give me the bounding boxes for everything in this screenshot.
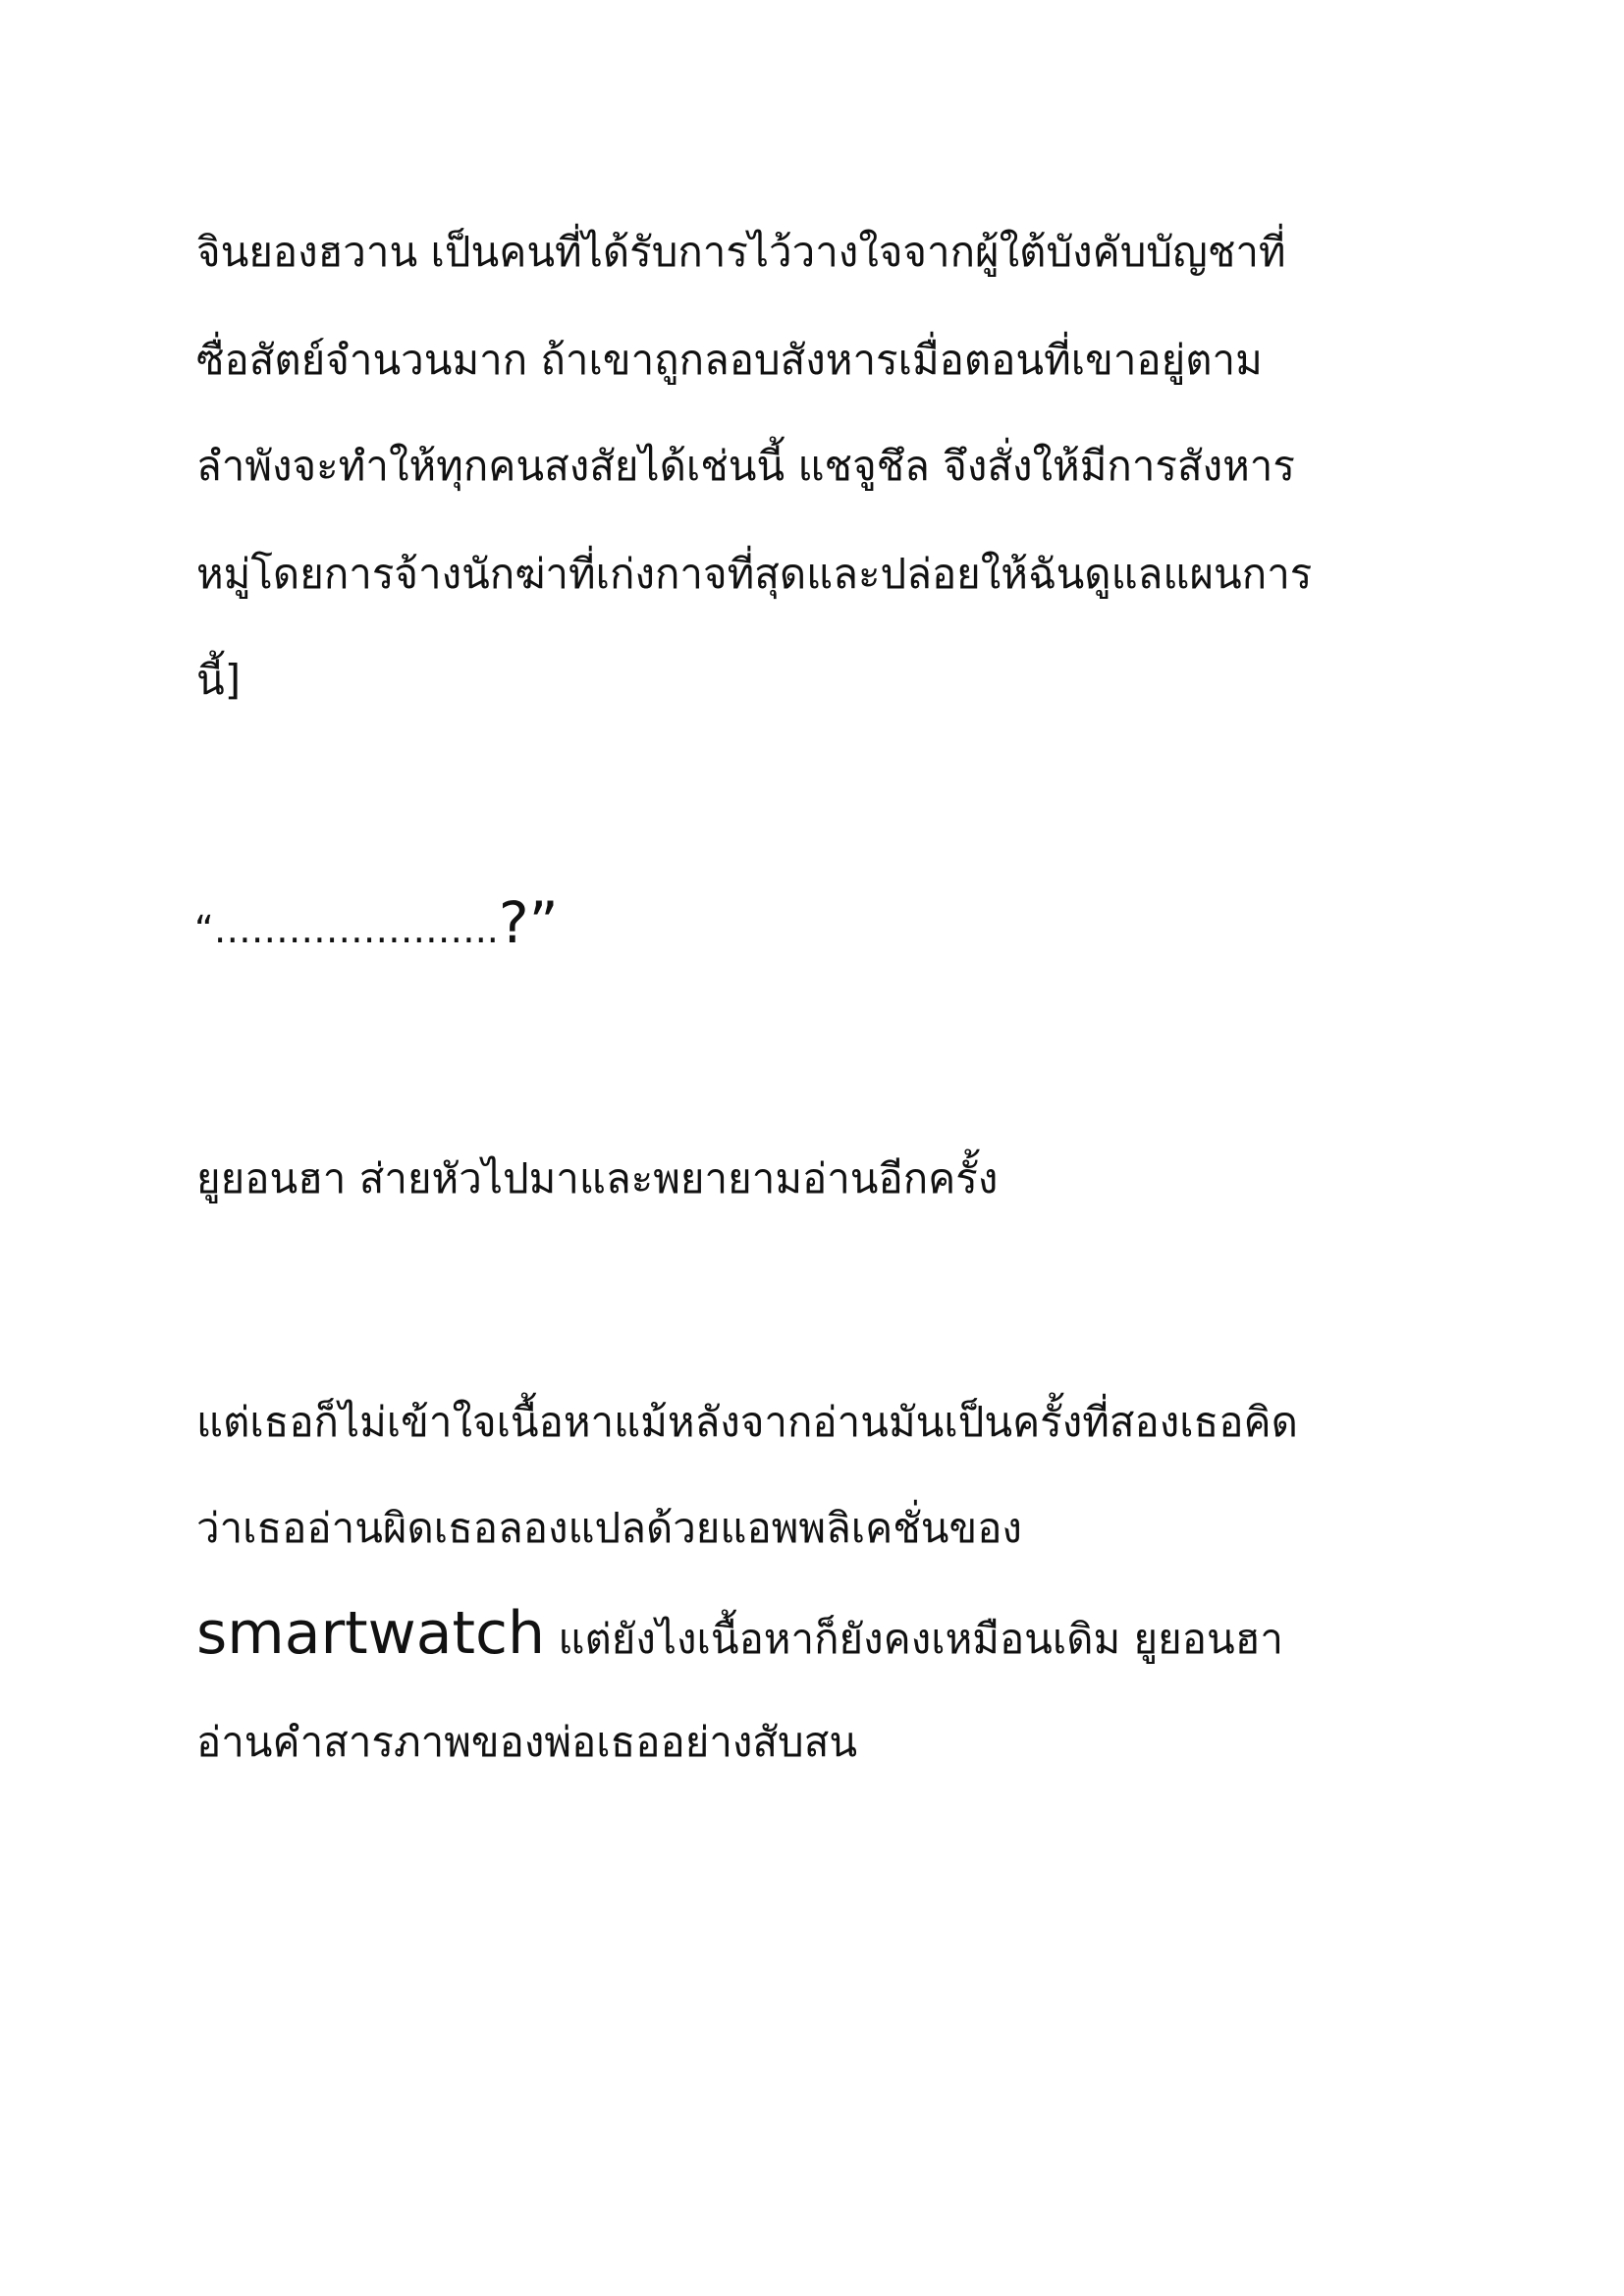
paragraph-2-line-1: ยูยอนฮา ส่ายหัวไปมาและพยายามอ่านอีกครั้ง (196, 1154, 999, 1202)
dialogue-line (194, 888, 559, 957)
smartwatch-word: smartwatch (196, 1599, 546, 1668)
paragraph-1-line-5: นี้] (196, 656, 242, 704)
open-quote: “ (194, 908, 214, 951)
paragraph-1-line-3: ลำพังจะทำให้ทุกคนสงสัยได้เช่นนี้ แชจูชึล จึงสั่งให้มีการสังหาร (196, 442, 1295, 490)
paragraph-1-line-1: จินยองฮวาน เป็นคนที่ได้รับการไว้วางใจจากผู้ใต้บังคับบัญชาที่ (196, 228, 1286, 276)
paragraph-1-line-2: ซื่อสัตย์จำนวนมาก ถ้าเขาถูกลอบสังหารเมื่อตอนที่เขาอยู่ตาม (196, 336, 1263, 384)
question-close-quote: ?” (498, 889, 559, 956)
paragraph-3-line-1: แต่เธอก็ไม่เข้าใจเนื้อหาแม้หลังจากอ่านมันเป็นครั้งที่สองเธอคิด (196, 1398, 1298, 1446)
paragraph-1-line-4: หมู่โดยการจ้างนักฆ่าที่เก่งกาจที่สุดและปล่อยให้ฉันดูแลแผนการ (196, 550, 1313, 598)
paragraph-3-line-3 (196, 1594, 1283, 1679)
paragraph-3-line-3-thai: แต่ยังไงเนื้อหาก็ยังคงเหมือนเดิม ยูยอนฮา (545, 1615, 1283, 1663)
ellipsis-dots: ………………….. (213, 908, 499, 951)
paragraph-3-line-2: ว่าเธออ่านผิดเธอลองแปลด้วยแอพพลิเคชั่นของ (196, 1504, 1022, 1552)
paragraph-3-line-4: อ่านคำสารภาพของพ่อเธออย่างสับสน (196, 1718, 858, 1766)
